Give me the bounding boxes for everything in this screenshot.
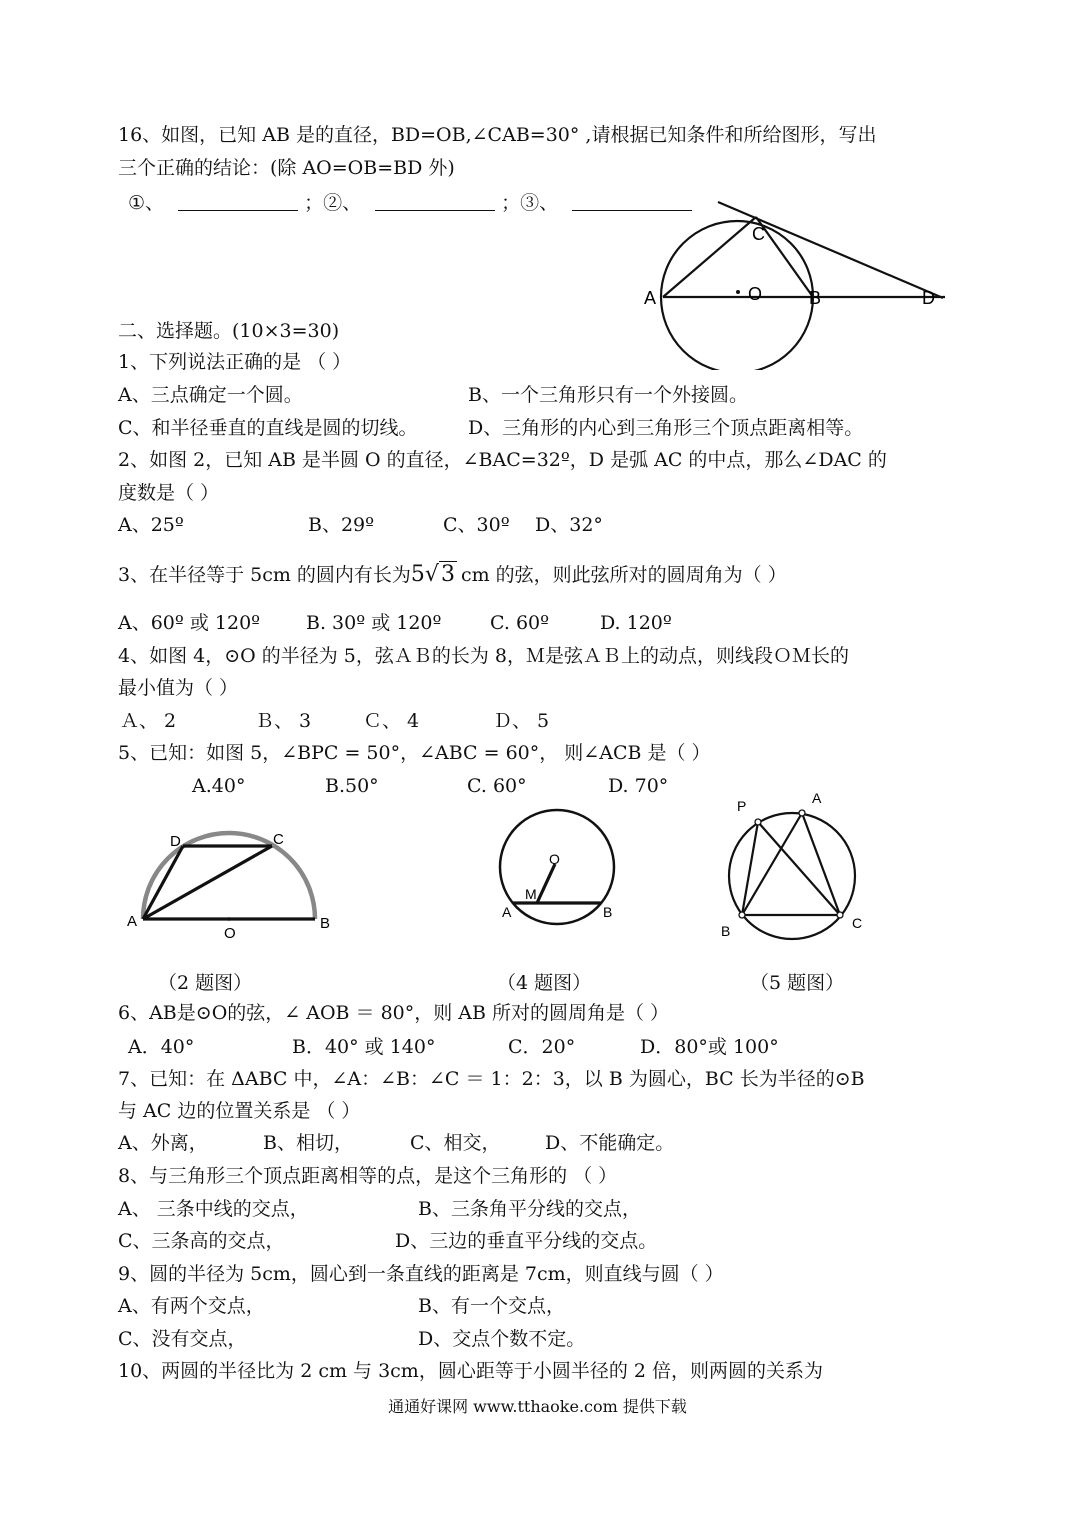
q8-option-c: C、三条高的交点， — [118, 1230, 285, 1252]
q2-stem-line1: 2、如图 2，已知 AB 是半圆 O 的直径，∠BAC=32º，D 是弧 AC 的中点，那么∠DAC 的 — [118, 449, 887, 471]
q1-option-b: B、一个三角形只有一个外接圆。 — [468, 384, 748, 406]
q9-option-d: D、交点个数不定。 — [418, 1328, 586, 1350]
fig16-line-ac — [663, 217, 756, 297]
fig16-label-o: O — [748, 284, 763, 304]
q16-blank-1-label: ①、 — [128, 192, 165, 214]
fig2-center-dot — [227, 917, 231, 921]
q16-blank-2[interactable] — [375, 192, 495, 211]
q3-option-d: D. 120º — [600, 612, 672, 634]
fig5-point-c — [837, 912, 843, 918]
q8-option-d: D、三边的垂直平分线的交点。 — [395, 1230, 658, 1252]
fig16-label-c: C — [752, 224, 765, 244]
q16-line1: 16、如图，已知 AB 是的直径，BD=OB,∠CAB=30° ,请根据已知条件和所给图形，写出 — [118, 124, 877, 146]
fig4-label-a: A — [502, 904, 512, 920]
q3-option-b: B. 30º 或 120º — [306, 612, 442, 634]
q3-stem — [118, 562, 787, 588]
q7-option-c: C、相交， — [410, 1132, 501, 1154]
fig5-point-p — [755, 819, 761, 825]
q6-option-c: C．20° — [508, 1036, 576, 1058]
q7-option-b: B、相切， — [263, 1132, 353, 1154]
fig4-label-o: O — [549, 851, 560, 867]
fig5-point-a — [799, 810, 805, 816]
q3-option-a: A、60º 或 120º — [118, 612, 261, 634]
q7-option-a: A、外离， — [118, 1132, 208, 1154]
q1-option-c: C、和半径垂直的直线是圆的切线。 — [118, 417, 418, 439]
q1-option-a: A、三点确定一个圆。 — [118, 384, 303, 406]
q4-option-c: Ｃ、 4 — [363, 710, 420, 732]
q16-blank-2-label: ；②、 — [304, 192, 362, 214]
q3-radicand: 3 — [440, 562, 455, 587]
fig16-circle — [661, 221, 813, 370]
figure-q2 — [120, 825, 340, 945]
q8-stem: 8、与三角形三个顶点距离相等的点，是这个三角形的 （ ） — [118, 1165, 618, 1187]
q5-option-d: D. 70° — [608, 775, 669, 797]
fig4-segment-om — [537, 864, 555, 903]
q4-option-b: Ｂ、 3 — [255, 710, 312, 732]
q16-blank-1[interactable] — [178, 192, 298, 211]
fig2-label-d: D — [170, 833, 181, 850]
fig5-label-a: A — [812, 790, 822, 806]
q4-stem-line1: 4、如图 4，⊙O 的半径为 5，弦ＡＢ的长为 8，Ｍ是弦ＡＢ上的动点，则线段ＯＭ长的 — [118, 645, 850, 667]
q3-coef: 5 — [410, 562, 425, 587]
q2-option-c: C、30º — [443, 514, 510, 536]
q9-stem: 9、圆的半径为 5cm，圆心到一条直线的距离是 7cm，则直线与圆（ ） — [118, 1263, 724, 1285]
q16-blanks — [128, 190, 692, 216]
q8-option-b: B、三条角平分线的交点， — [418, 1198, 641, 1220]
fig5-label-p: P — [737, 798, 747, 814]
q3-stem-b: cm 的弦，则此弦所对的圆周角为（ ） — [460, 564, 787, 586]
fig16-label-b: B — [809, 288, 822, 308]
q9-option-c: C、没有交点， — [118, 1328, 247, 1350]
fig2-label-o: O — [224, 925, 236, 942]
fig4-label-b: B — [603, 904, 613, 920]
q2-option-b: B、29º — [308, 514, 375, 536]
fig2-label-b: B — [320, 915, 331, 932]
q6-stem: 6、AB是⊙O的弦，∠ AOB ＝ 80°，则 AB 所对的圆周角是（ ） — [118, 1002, 670, 1024]
q7-option-d: D、不能确定。 — [545, 1132, 675, 1154]
figure-q4 — [495, 808, 625, 928]
figure-q16 — [640, 195, 950, 370]
q10-stem: 10、两圆的半径比为 2 cm 与 3cm，圆心距等于小圆半径的 2 倍，则两圆的关系为 — [118, 1360, 823, 1382]
section-2-heading: 二、选择题。(10×3=30) — [118, 320, 340, 342]
q2-option-d: D、32° — [535, 514, 603, 536]
q5-option-b: B.50° — [325, 775, 379, 797]
fig2-caption: （2 题图） — [158, 972, 253, 994]
fig16-label-d: D — [922, 288, 935, 308]
q1-stem: 1、下列说法正确的是 （ ） — [118, 351, 352, 373]
q8-option-a: A、 三条中线的交点， — [118, 1198, 309, 1220]
q4-stem-line2: 最小值为（ ） — [118, 677, 239, 699]
q6-option-a: A．40° — [128, 1036, 195, 1058]
fig4-circle — [500, 810, 614, 924]
fig2-label-c: C — [273, 831, 284, 848]
q7-stem-line1: 7、已知：在 ΔABC 中，∠A：∠B：∠C ＝ 1：2：3，以 B 为圆心，BC 长为半径的⊙B — [118, 1068, 865, 1090]
fig4-label-m: M — [525, 886, 537, 902]
fig5-label-b: B — [721, 923, 731, 939]
fig5-label-c: C — [852, 915, 863, 931]
q3-option-c: C. 60º — [490, 612, 550, 634]
q9-option-b: B、有一个交点， — [418, 1295, 565, 1317]
fig2-label-a: A — [127, 913, 138, 930]
fig16-center-dot — [736, 290, 740, 294]
q4-option-a: Ａ、 2 — [120, 710, 177, 732]
q5-option-a: A.40° — [192, 775, 246, 797]
fig16-label-a: A — [644, 288, 657, 308]
q7-stem-line2: 与 AC 边的位置关系是 （ ） — [118, 1100, 361, 1122]
q1-option-d: D、三角形的内心到三角形三个顶点距离相等。 — [468, 417, 864, 439]
q4-option-d: Ｄ、 5 — [493, 710, 550, 732]
q5-stem: 5、已知：如图 5，∠BPC = 50°，∠ABC = 60°， 则∠ACB 是（ ） — [118, 742, 711, 764]
fig5-point-b — [739, 912, 745, 918]
q6-option-b: B．40° 或 140° — [292, 1036, 436, 1058]
fig4-caption: （4 题图） — [497, 972, 592, 994]
q2-stem-line2: 度数是（ ） — [118, 482, 220, 504]
q2-option-a: A、25º — [118, 514, 184, 536]
q3-stem-a: 3、在半径等于 5cm 的圆内有长为 — [118, 564, 411, 586]
figure-q5 — [715, 785, 875, 945]
q6-option-d: D．80°或 100° — [640, 1036, 779, 1058]
footer-source: 通通好课网 www.tthaoke.com 提供下载 — [388, 1397, 687, 1416]
q9-option-a: A、有两个交点， — [118, 1295, 265, 1317]
q5-option-c: C. 60° — [467, 775, 527, 797]
q16-blank-3-label: ；③、 — [501, 192, 559, 214]
fig5-caption: （5 题图） — [750, 972, 845, 994]
sqrt-symbol: √ — [424, 562, 439, 587]
q16-line2: 三个正确的结论：(除 AO=OB=BD 外) — [118, 157, 455, 179]
